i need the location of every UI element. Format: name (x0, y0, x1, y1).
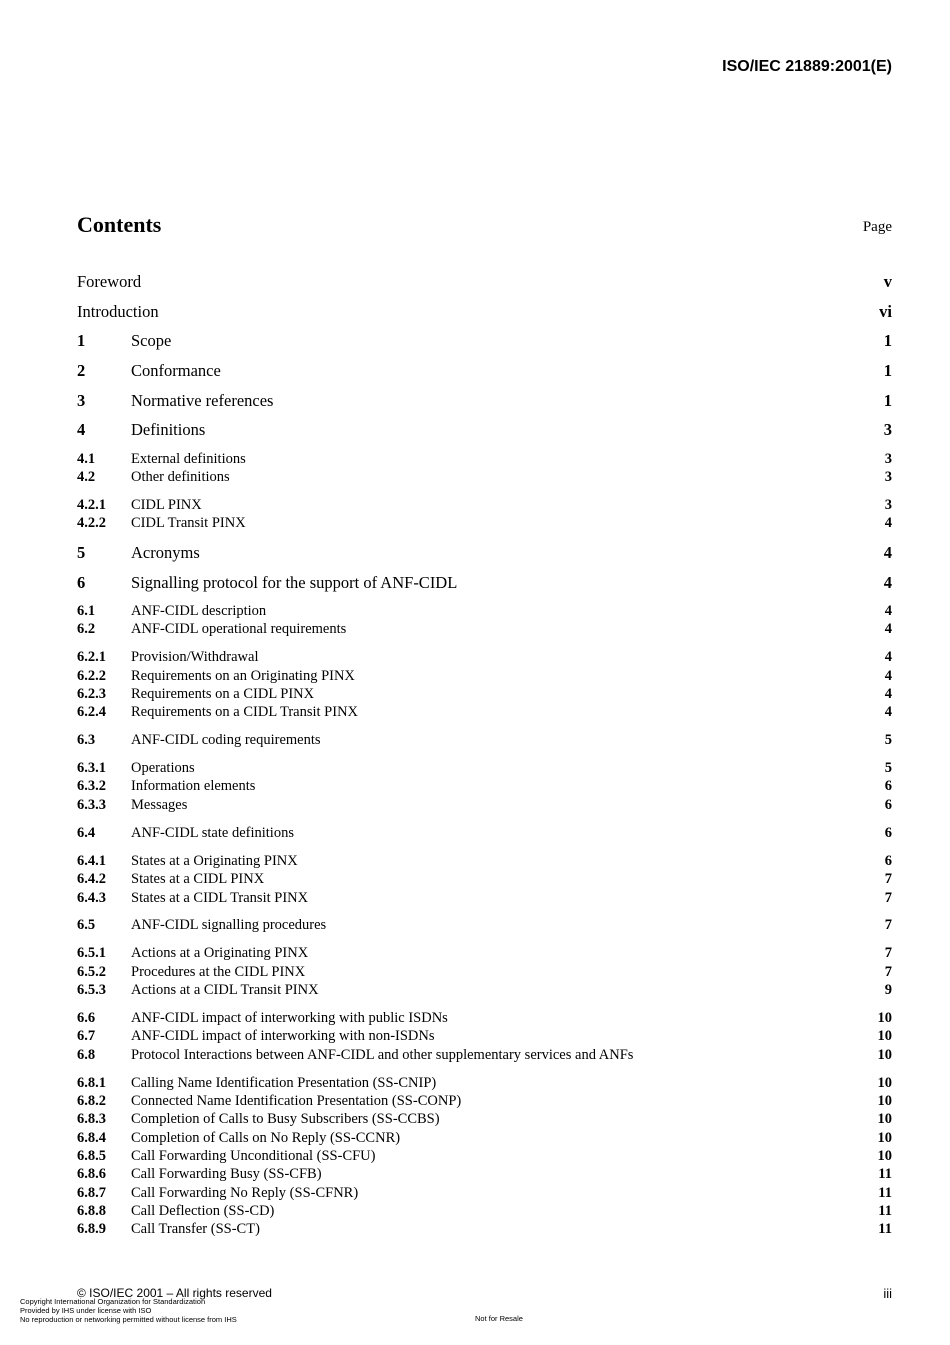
toc-entry-title: Conformance (131, 361, 221, 380)
toc-entry-title: ANF-CIDL impact of interworking with public ISDNs (131, 1010, 448, 1026)
toc-entry-title: ANF-CIDL state definitions (131, 825, 294, 841)
toc-entry-title: Information elements (131, 778, 256, 794)
toc-entry-title: Procedures at the CIDL PINX (131, 964, 306, 980)
license-line: Copyright International Organization for Standardization (20, 1297, 206, 1306)
toc-entry-number: 6.4.2 (77, 871, 106, 887)
table-of-contents (77, 0, 892, 1345)
toc-entry-title: Completion of Calls to Busy Subscribers (SS-CCBS) (131, 1111, 440, 1127)
toc-entry-page: 3 (884, 451, 892, 467)
toc-entry-number: 6.3.1 (77, 760, 106, 776)
toc-entry-number: 6.2.2 (77, 668, 106, 684)
toc-entry-page: 11 (878, 1203, 892, 1219)
toc-entry-title: Call Forwarding Busy (SS-CFB) (131, 1166, 322, 1182)
toc-entry-title: Normative references (131, 391, 274, 410)
toc-entry-page: 10 (877, 1111, 892, 1127)
toc-entry-number: 6.8.4 (77, 1130, 106, 1146)
toc-entry-number: 6.7 (77, 1028, 96, 1044)
toc-entry-number: 4.2 (77, 469, 96, 485)
toc-entry-page: 4 (883, 543, 892, 562)
standard-id: ISO/IEC 21889:2001(E) (722, 58, 892, 75)
toc-entry-page: 3 (883, 420, 892, 439)
toc-entry-page: 5 (884, 760, 892, 776)
toc-entry-page: 5 (884, 732, 892, 748)
toc-entry-title: Introduction (77, 302, 159, 321)
toc-entry-title: Signalling protocol for the support of ANF-CIDL (131, 573, 458, 592)
footer-copyright: © ISO/IEC 2001 – All rights reserved (77, 1286, 272, 1300)
toc-entry-number: 6.8.8 (77, 1203, 106, 1219)
toc-entry-number: 6.5.1 (77, 945, 106, 961)
toc-entry-title: States at a CIDL Transit PINX (131, 890, 309, 906)
toc-entry-number: 6.8.1 (77, 1075, 106, 1091)
toc-entry-page: 10 (877, 1028, 892, 1044)
license-line: Provided by IHS under license with ISO (20, 1306, 152, 1315)
toc-entry-number: 4.1 (77, 451, 96, 467)
toc-entry-page: 9 (884, 982, 892, 998)
toc-entry-page: 10 (877, 1075, 892, 1091)
toc-entry-number: 4.2.1 (77, 497, 106, 513)
toc-entry-title: Requirements on a CIDL Transit PINX (131, 704, 359, 720)
toc-entry-title: Definitions (131, 420, 206, 439)
toc-entry-title: Operations (131, 760, 195, 776)
toc-entry-page: 4 (884, 621, 892, 637)
toc-entry-number: 4 (77, 420, 86, 439)
toc-entry-page: 6 (884, 797, 892, 813)
toc-entry-title: External definitions (131, 451, 246, 467)
toc-entry-number: 6.8.5 (77, 1148, 106, 1164)
toc-entry-number: 6.3.2 (77, 778, 106, 794)
toc-entry-page: 11 (878, 1166, 892, 1182)
toc-entry-page: 3 (884, 469, 892, 485)
toc-entry-title: Acronyms (131, 543, 200, 562)
toc-entry-number: 1 (77, 331, 86, 350)
toc-entry-title: Connected Name Identification Presentation (SS-CONP) (131, 1093, 462, 1109)
toc-entry-page: 1 (883, 361, 892, 380)
toc-entry-number: 5 (77, 543, 86, 562)
toc-entry-number: 6.8.3 (77, 1111, 106, 1127)
toc-entry-number: 2 (77, 361, 86, 380)
toc-entry-title: CIDL Transit PINX (131, 515, 246, 531)
toc-entry-number: 6.6 (77, 1010, 96, 1026)
toc-entry-number: 6.8 (77, 1047, 96, 1063)
toc-entry-page: 4 (884, 686, 892, 702)
toc-entry-number: 6.8.7 (77, 1185, 106, 1201)
toc-entry-number: 6.8.9 (77, 1221, 106, 1237)
toc-entry-title: States at a CIDL PINX (131, 871, 265, 887)
toc-entry-number: 3 (77, 391, 86, 410)
toc-entry-page: 10 (877, 1047, 892, 1063)
toc-entry-title: ANF-CIDL description (131, 603, 267, 619)
toc-entry-title: ANF-CIDL coding requirements (131, 732, 321, 748)
toc-entry-number: 6.4.3 (77, 890, 106, 906)
toc-entry-page: 4 (884, 603, 892, 619)
toc-entry-title: CIDL PINX (131, 497, 202, 513)
toc-entry-page: v (883, 272, 892, 291)
toc-entry-title: Requirements on an Originating PINX (131, 668, 355, 684)
toc-entry-title: ANF-CIDL impact of interworking with non-ISDNs (131, 1028, 435, 1044)
toc-entry-title: ANF-CIDL operational requirements (131, 621, 347, 637)
toc-entry-title: Protocol Interactions between ANF-CIDL and other supplementary services and ANFs (131, 1047, 634, 1063)
toc-entry-title: Foreword (77, 272, 142, 291)
toc-entry-page: 10 (877, 1148, 892, 1164)
toc-entry-page: 7 (884, 890, 892, 906)
toc-entry-title: Other definitions (131, 469, 230, 485)
toc-entry-title: States at a Originating PINX (131, 853, 298, 869)
toc-entry-number: 6.2.4 (77, 704, 106, 720)
page-column-label: Page (862, 219, 892, 235)
toc-entry-number: 6.2.3 (77, 686, 106, 702)
toc-entry-number: 6.3.3 (77, 797, 106, 813)
toc-entry-page: 7 (884, 964, 892, 980)
toc-entry-title: Requirements on a CIDL PINX (131, 686, 315, 702)
contents-title: Contents (77, 212, 162, 237)
footer-page-number: iii (883, 1286, 892, 1301)
toc-entry-page: 6 (884, 778, 892, 794)
toc-entry-page: 10 (877, 1093, 892, 1109)
toc-entry-title: Provision/Withdrawal (131, 649, 259, 665)
toc-entry-title: Actions at a Originating PINX (131, 945, 309, 961)
toc-entry-title: Call Forwarding No Reply (SS-CFNR) (131, 1185, 359, 1201)
not-for-resale: Not for Resale (475, 1314, 523, 1323)
toc-entry-number: 6.8.2 (77, 1093, 106, 1109)
toc-entry-page: 1 (883, 391, 892, 410)
license-line: No reproduction or networking permitted without license from IHS (20, 1315, 237, 1324)
toc-entry-number: 6 (77, 573, 86, 592)
toc-entry-number: 6.8.6 (77, 1166, 106, 1182)
toc-entry-page: 4 (884, 704, 892, 720)
toc-entry-page: 7 (884, 917, 892, 933)
toc-entry-title: Call Forwarding Unconditional (SS-CFU) (131, 1148, 376, 1164)
toc-entry-title: ANF-CIDL signalling procedures (131, 917, 327, 933)
toc-entry-title: Calling Name Identification Presentation (SS-CNIP) (131, 1075, 437, 1091)
toc-entry-number: 6.5.2 (77, 964, 106, 980)
toc-entry-number: 6.5.3 (77, 982, 106, 998)
toc-entry-page: vi (879, 302, 892, 321)
toc-entry-page: 6 (884, 853, 892, 869)
toc-entry-page: 7 (884, 871, 892, 887)
toc-entry-title: Messages (131, 797, 188, 813)
toc-entry-title: Call Transfer (SS-CT) (131, 1221, 260, 1237)
toc-entry-title: Scope (131, 331, 172, 350)
toc-entry-page: 6 (884, 825, 892, 841)
toc-entry-page: 11 (878, 1185, 892, 1201)
toc-entry-number: 4.2.2 (77, 515, 106, 531)
toc-entry-number: 6.4.1 (77, 853, 106, 869)
toc-entry-number: 6.5 (77, 917, 96, 933)
toc-entry-number: 6.3 (77, 732, 96, 748)
toc-entry-page: 10 (877, 1010, 892, 1026)
toc-entry-title: Actions at a CIDL Transit PINX (131, 982, 319, 998)
toc-entry-number: 6.2.1 (77, 649, 106, 665)
toc-entry-number: 6.1 (77, 603, 96, 619)
toc-entry-title: Completion of Calls on No Reply (SS-CCNR) (131, 1130, 401, 1146)
toc-entry-page: 1 (883, 331, 892, 350)
toc-entry-page: 10 (877, 1130, 892, 1146)
toc-entry-number: 6.2 (77, 621, 96, 637)
toc-entry-page: 4 (883, 573, 892, 592)
toc-entry-page: 11 (878, 1221, 892, 1237)
toc-entry-page: 4 (884, 668, 892, 684)
toc-entry-page: 7 (884, 945, 892, 961)
toc-entry-number: 6.4 (77, 825, 96, 841)
toc-entry-page: 3 (884, 497, 892, 513)
toc-entry-page: 4 (884, 649, 892, 665)
toc-entry-page: 4 (884, 515, 892, 531)
toc-entry-title: Call Deflection (SS-CD) (131, 1203, 275, 1219)
